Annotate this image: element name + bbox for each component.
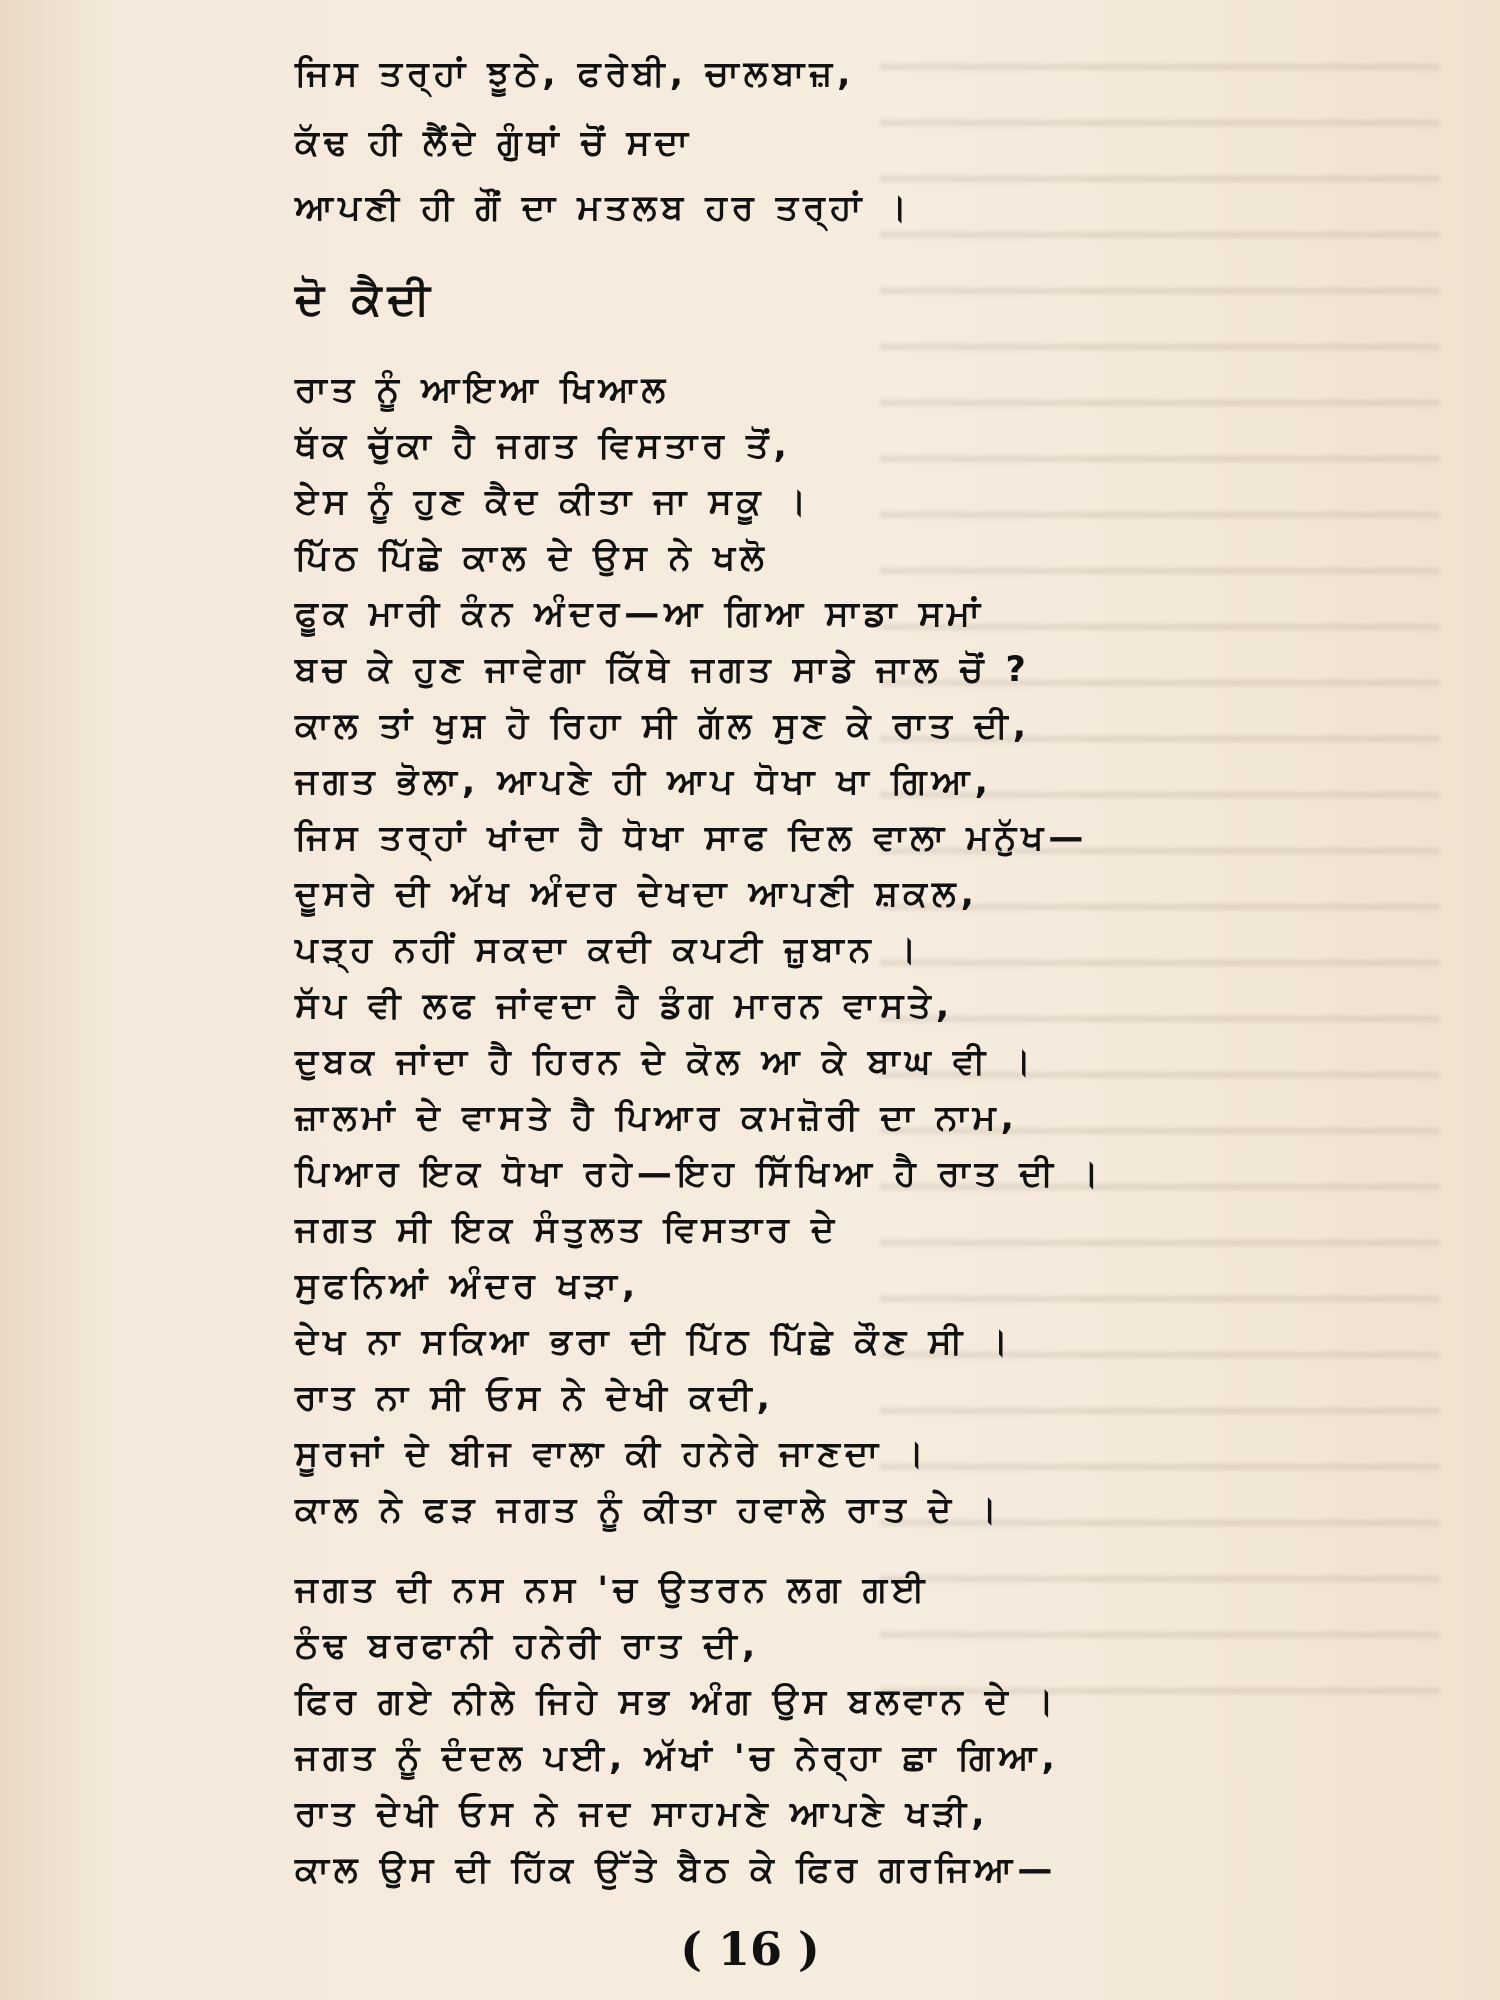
poem-line: ਆਪਣੀ ਹੀ ਗੌਂ ਦਾ ਮਤਲਬ ਹਰ ਤਰ੍ਹਾਂ । — [295, 188, 913, 228]
poem-line: ਸੱਪ ਵੀ ਲਫ ਜਾਂਵਦਾ ਹੈ ਡੰਗ ਮਾਰਨ ਵਾਸਤੇ, — [295, 986, 955, 1026]
poem-line: ਫਿਰ ਗਏ ਨੀਲੇ ਜਿਹੇ ਸਭ ਅੰਗ ਉਸ ਬਲਵਾਨ ਦੇ । — [295, 1682, 1059, 1722]
poem-line: ਪਿੱਠ ਪਿੱਛੇ ਕਾਲ ਦੇ ਉਸ ਨੇ ਖਲੋ — [295, 538, 769, 578]
poem-line: ਜਿਸ ਤਰ੍ਹਾਂ ਝੂਠੇ, ਫਰੇਬੀ, ਚਾਲਬਾਜ਼, — [295, 54, 856, 94]
poem-line: ਕੱਢ ਹੀ ਲੈਂਦੇ ਗੁੰਥਾਂ ਚੋਂ ਸਦਾ — [295, 123, 694, 163]
poem-line: ਕਾਲ ਨੇ ਫੜ ਜਗਤ ਨੂੰ ਕੀਤਾ ਹਵਾਲੇ ਰਾਤ ਦੇ । — [295, 1490, 1002, 1530]
poem-line: ਜ਼ਾਲਮਾਂ ਦੇ ਵਾਸਤੇ ਹੈ ਪਿਆਰ ਕਮਜ਼ੋਰੀ ਦਾ ਨਾਮ, — [295, 1098, 1019, 1138]
poem-line: ਸੁਫਨਿਆਂ ਅੰਦਰ ਖੜਾ, — [295, 1266, 641, 1306]
poem-line: ਦੁਬਕ ਜਾਂਦਾ ਹੈ ਹਿਰਨ ਦੇ ਕੋਲ ਆ ਕੇ ਬਾਘ ਵੀ । — [295, 1042, 1037, 1082]
poem-line: ਦੂਸਰੇ ਦੀ ਅੱਖ ਅੰਦਰ ਦੇਖਦਾ ਆਪਣੀ ਸ਼ਕਲ, — [295, 874, 979, 914]
poem-line: ਬਚ ਕੇ ਹੁਣ ਜਾਵੇਗਾ ਕਿੱਥੇ ਜਗਤ ਸਾਡੇ ਜਾਲ ਚੋਂ ? — [295, 650, 1031, 690]
poem-line: ਜਗਤ ਭੋਲਾ, ਆਪਣੇ ਹੀ ਆਪ ਧੋਖਾ ਖਾ ਗਿਆ, — [295, 762, 993, 802]
poem-line: ਰਾਤ ਦੇਖੀ ਓਸ ਨੇ ਜਦ ਸਾਹਮਣੇ ਆਪਣੇ ਖੜੀ, — [295, 1794, 990, 1834]
poem-line: ਜਿਸ ਤਰ੍ਹਾਂ ਖਾਂਦਾ ਹੈ ਧੋਖਾ ਸਾਫ ਦਿਲ ਵਾਲਾ ਮਨੁੱਖ— — [295, 818, 1089, 858]
poem-line: ਜਗਤ ਸੀ ਇਕ ਸੰਤੁਲਤ ਵਿਸਤਾਰ ਦੇ — [295, 1210, 840, 1250]
poem-title: ਦੋ ਕੈਦੀ — [295, 274, 436, 325]
poem-line: ਰਾਤ ਨੂੰ ਆਇਆ ਖਿਆਲ — [295, 370, 671, 410]
poem-line: ਥੱਕ ਚੁੱਕਾ ਹੈ ਜਗਤ ਵਿਸਤਾਰ ਤੋਂ, — [295, 426, 792, 466]
poem-line: ਠੰਢ ਬਰਫਾਨੀ ਹਨੇਰੀ ਰਾਤ ਦੀ, — [295, 1626, 761, 1666]
poem-line: ਏਸ ਨੂੰ ਹੁਣ ਕੈਦ ਕੀਤਾ ਜਾ ਸਕੂ । — [295, 482, 812, 522]
poem-line: ਜਗਤ ਦੀ ਨਸ ਨਸ 'ਚ ਉਤਰਨ ਲਗ ਗਈ — [295, 1570, 930, 1610]
poem-line: ਪੜ੍ਹ ਨਹੀਂ ਸਕਦਾ ਕਦੀ ਕਪਟੀ ਜ਼ੁਬਾਨ । — [295, 930, 922, 970]
poem-line: ਜਗਤ ਨੂੰ ਦੰਦਲ ਪਈ, ਅੱਖਾਂ 'ਚ ਨੇਰ੍ਹਾ ਛਾ ਗਿਆ, — [295, 1738, 1060, 1778]
poem-line: ਸੂਰਜਾਂ ਦੇ ਬੀਜ ਵਾਲਾ ਕੀ ਹਨੇਰੇ ਜਾਣਦਾ । — [295, 1434, 929, 1474]
poem-line: ਕਾਲ ਤਾਂ ਖੁਸ਼ ਹੋ ਰਿਹਾ ਸੀ ਗੱਲ ਸੁਣ ਕੇ ਰਾਤ ਦੀ, — [295, 706, 1032, 746]
poem-line: ਫੂਕ ਮਾਰੀ ਕੰਨ ਅੰਦਰ—ਆ ਗਿਆ ਸਾਡਾ ਸਮਾਂ — [295, 594, 985, 634]
poem-line: ਕਾਲ ਉਸ ਦੀ ਹਿੱਕ ਉੱਤੇ ਬੈਠ ਕੇ ਫਿਰ ਗਰਜਿਆ— — [295, 1850, 1058, 1890]
page-number: ( 16 ) — [680, 1922, 820, 1976]
poem-line: ਦੇਖ ਨਾ ਸਕਿਆ ਭਰਾ ਦੀ ਪਿੱਠ ਪਿੱਛੇ ਕੌਣ ਸੀ । — [295, 1322, 1014, 1362]
poem-line: ਰਾਤ ਨਾ ਸੀ ਓਸ ਨੇ ਦੇਖੀ ਕਦੀ, — [295, 1378, 775, 1418]
poem-line: ਪਿਆਰ ਇਕ ਧੋਖਾ ਰਹੇ—ਇਹ ਸਿੱਖਿਆ ਹੈ ਰਾਤ ਦੀ । — [295, 1154, 1104, 1194]
